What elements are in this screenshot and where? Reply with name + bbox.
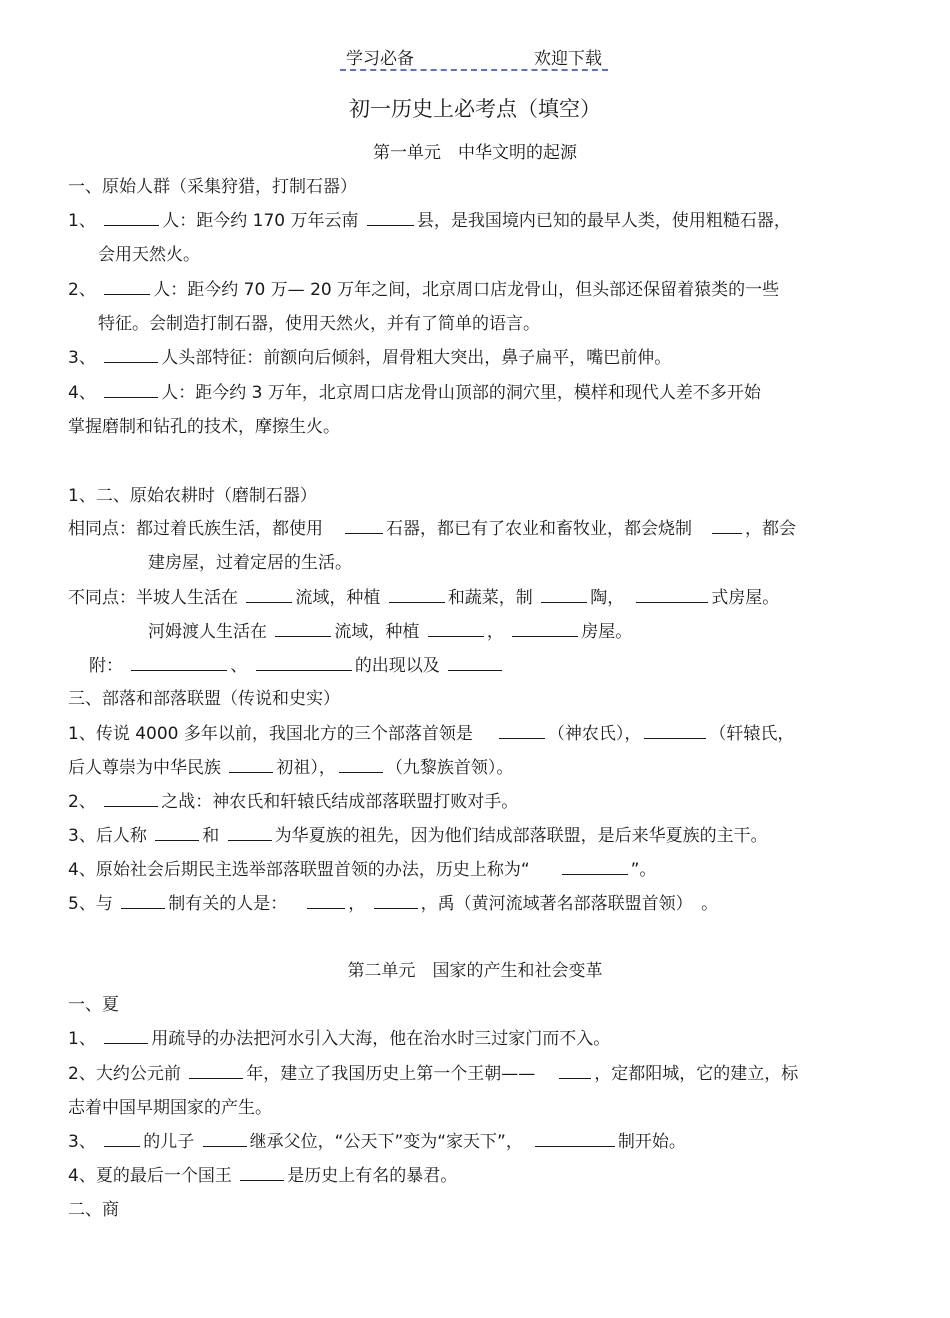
u2-q2-text-c: ，定都阳城，它的建立，标 bbox=[594, 1064, 799, 1084]
blank bbox=[535, 1129, 615, 1147]
u1-q2-text: 人：距今约 70 万— 20 万年之间，北京周口店龙骨山，但头部还保留着猿类的一些 bbox=[153, 280, 780, 300]
blank bbox=[712, 516, 742, 534]
blank bbox=[307, 891, 345, 909]
u1-diff-text-e: 式房屋。 bbox=[711, 588, 780, 608]
blank bbox=[203, 1129, 247, 1147]
u1-q3-num: 3、 bbox=[68, 348, 96, 368]
u2-q2-text-b: 年，建立了我国历史上第一个王朝—— bbox=[246, 1064, 536, 1084]
blank bbox=[541, 585, 587, 603]
blank bbox=[448, 653, 502, 671]
u1-hm-line bbox=[148, 619, 632, 645]
u1-q4-text: 人：距今约 3 万年，北京周口店龙骨山顶部的洞穴里，模样和现代人差不多开始 bbox=[161, 383, 761, 403]
document-title: 初一历史上必考点（填空） bbox=[349, 97, 601, 121]
blank bbox=[104, 1026, 148, 1044]
unit1-heading: 第一单元 中华文明的起源 bbox=[373, 143, 577, 163]
u1-q2-num: 2、 bbox=[68, 280, 96, 300]
u1-q4-line1 bbox=[68, 380, 761, 406]
u1-diff-text-d: 陶， bbox=[590, 588, 625, 608]
u1-q2-line1 bbox=[68, 277, 779, 303]
u1-s3q5-text-e: 。 bbox=[701, 894, 719, 914]
u2-q2-text-a: 2、大约公元前 bbox=[68, 1064, 181, 1084]
u1-s3q3-text-b: 和 bbox=[202, 826, 220, 846]
u1-q1-line1 bbox=[68, 208, 791, 234]
blank bbox=[339, 755, 383, 773]
u2-q4-line bbox=[68, 1163, 457, 1189]
blank bbox=[104, 1129, 140, 1147]
u2-q3-line bbox=[68, 1129, 686, 1155]
u2-q2-line1 bbox=[68, 1061, 798, 1087]
u2-q1-text: 用疏导的办法把河水引入大海，他在治水时三过家门而不入。 bbox=[151, 1029, 611, 1049]
blank bbox=[512, 619, 578, 637]
u1-s3q4-text-a: 4、原始社会后期民主选举部落联盟首领的办法，历史上称为“ bbox=[68, 860, 530, 880]
u1-fu-text-c: 的出现以及 bbox=[354, 656, 440, 676]
unit2-heading: 第二单元 国家的产生和社会变革 bbox=[347, 961, 603, 981]
unit1-section1-heading: 一、原始人群（采集狩猎，打制石器） bbox=[68, 177, 357, 197]
blank bbox=[189, 1061, 243, 1079]
u1-s3q1-line2 bbox=[68, 755, 513, 781]
u1-same-line1 bbox=[68, 516, 796, 542]
u2-q1-line bbox=[68, 1026, 610, 1052]
u2-q1-num: 1、 bbox=[68, 1029, 96, 1049]
u1-s3q2-num: 2、 bbox=[68, 792, 96, 812]
u1-q4-line2: 掌握磨制和钻孔的技术，摩擦生火。 bbox=[68, 417, 340, 437]
u1-hm-text-d: 房屋。 bbox=[581, 622, 633, 642]
blank bbox=[275, 619, 331, 637]
u2-q3-text-c: 制开始。 bbox=[617, 1132, 686, 1152]
u1-diff-line1 bbox=[68, 585, 779, 611]
blank bbox=[104, 208, 159, 226]
u1-fu-text-a: 附： bbox=[89, 656, 123, 676]
u1-q1-num: 1、 bbox=[68, 211, 96, 231]
blank bbox=[240, 1163, 284, 1181]
blank bbox=[559, 1061, 591, 1079]
blank bbox=[104, 380, 158, 398]
blank bbox=[256, 653, 352, 671]
u1-diff-text-a: 不同点：半坡人生活在 bbox=[68, 588, 238, 608]
u1-s3q1-text-b: （神农氏）， bbox=[547, 724, 642, 744]
blank bbox=[155, 823, 199, 841]
u1-hm-text-b: 流域，种植 bbox=[334, 622, 420, 642]
u1-hm-text-c: ， bbox=[486, 622, 504, 642]
u1-q1-text-a: 人：距今约 170 万年云南 bbox=[162, 211, 359, 231]
u1-same-text-c: ，都会 bbox=[745, 519, 796, 539]
u1-q3-text: 人头部特征：前额向后倾斜，眉骨粗大突出，鼻子扁平，嘴巴前伸。 bbox=[161, 348, 672, 368]
u1-s3q3-text-c: 为华夏族的祖先，因为他们结成部落联盟，是后来华夏族的主干。 bbox=[274, 826, 768, 846]
u1-fu-text-b: 、 bbox=[230, 656, 248, 676]
u2-q4-text-b: 是历史上有名的暴君。 bbox=[287, 1166, 458, 1186]
u1-s3q1-text-e: 初祖）， bbox=[276, 758, 336, 778]
u1-q1-text-b: 县，是我国境内已知的最早人类，使用粗糙石器， bbox=[416, 211, 791, 231]
u1-s3q1-text-f: （九黎族首领）。 bbox=[385, 758, 514, 778]
u1-s3q5-text-c: ， bbox=[348, 894, 366, 914]
u1-s3q5-text-b: 制有关的人是： bbox=[168, 894, 288, 914]
blank bbox=[367, 208, 414, 226]
u2-q3-num: 3、 bbox=[68, 1132, 96, 1152]
u1-s3q4-text-b: ”。 bbox=[630, 860, 657, 880]
u1-s3q4-line bbox=[68, 857, 656, 883]
u1-q1-line2: 会用天然火。 bbox=[98, 245, 200, 265]
u1-s3q5-text-d: ，禹（黄河流域著名部落联盟首领） bbox=[420, 894, 685, 914]
u1-s3q3-text-a: 3、后人称 bbox=[68, 826, 147, 846]
u1-s3q2-line bbox=[68, 789, 518, 815]
blank bbox=[374, 891, 418, 909]
u1-s3q1-text-c: （轩辕氏， bbox=[709, 724, 795, 744]
unit1-section3-heading: 三、部落和部落联盟（传说和史实） bbox=[68, 689, 340, 709]
blank bbox=[229, 755, 273, 773]
blank bbox=[104, 277, 150, 295]
u1-fu-line bbox=[89, 653, 505, 679]
blank bbox=[104, 789, 158, 807]
blank bbox=[636, 585, 708, 603]
header-left-text: 学习必备 bbox=[346, 49, 414, 69]
u1-q4-num: 4、 bbox=[68, 383, 96, 403]
page-header bbox=[340, 44, 608, 74]
blank bbox=[345, 516, 383, 534]
u1-q2-line2: 特征。会制造打制石器，使用天然火，并有了简单的语言。 bbox=[98, 314, 540, 334]
u1-s3q5-text-a: 5、与 bbox=[68, 894, 113, 914]
blank bbox=[562, 857, 628, 875]
blank bbox=[428, 619, 484, 637]
header-dashed-underline bbox=[340, 69, 608, 71]
u1-s3q1-text-a: 1、传说 4000 多年以前，我国北方的三个部落首领是 bbox=[68, 724, 473, 744]
blank bbox=[104, 345, 158, 363]
blank bbox=[121, 891, 165, 909]
u2-q3-text-b: 继承父位，“公天下”变为“家天下”， bbox=[249, 1132, 523, 1152]
blank bbox=[499, 721, 545, 739]
u1-s3q2-text: 之战：神农氏和轩辕氏结成部落联盟打败对手。 bbox=[161, 792, 519, 812]
u1-s3q1-text-d: 后人尊崇为中华民族 bbox=[68, 758, 221, 778]
u1-s3q1-line1 bbox=[68, 721, 794, 747]
blank bbox=[246, 585, 292, 603]
unit2-section1-heading: 一、夏 bbox=[68, 995, 119, 1015]
u1-hm-text-a: 河姆渡人生活在 bbox=[148, 622, 267, 642]
u2-q3-text-a: 的儿子 bbox=[143, 1132, 195, 1152]
blank bbox=[131, 653, 227, 671]
u1-s3q5-line bbox=[68, 891, 718, 917]
u2-q4-text-a: 4、夏的最后一个国王 bbox=[68, 1166, 232, 1186]
blank bbox=[389, 585, 445, 603]
u1-same-text-b: 石器，都已有了农业和畜牧业，都会烧制 bbox=[386, 519, 692, 539]
blank bbox=[228, 823, 272, 841]
blank bbox=[644, 721, 706, 739]
u1-q3-line bbox=[68, 345, 671, 371]
unit2-section2-heading: 二、商 bbox=[68, 1200, 119, 1220]
u2-q2-line2: 志着中国早期国家的产生。 bbox=[68, 1098, 272, 1118]
u1-same-text-a: 相同点：都过着氏族生活，都使用 bbox=[68, 519, 323, 539]
u1-same-line2: 建房屋，过着定居的生活。 bbox=[148, 553, 352, 573]
u1-s3q3-line bbox=[68, 823, 768, 849]
header-right-text: 欢迎下载 bbox=[534, 49, 602, 69]
u1-diff-text-b: 流域，种植 bbox=[295, 588, 381, 608]
unit1-section2-heading: 1、二、原始农耕时（磨制石器） bbox=[68, 486, 317, 506]
u1-diff-text-c: 和蔬菜，制 bbox=[447, 588, 533, 608]
